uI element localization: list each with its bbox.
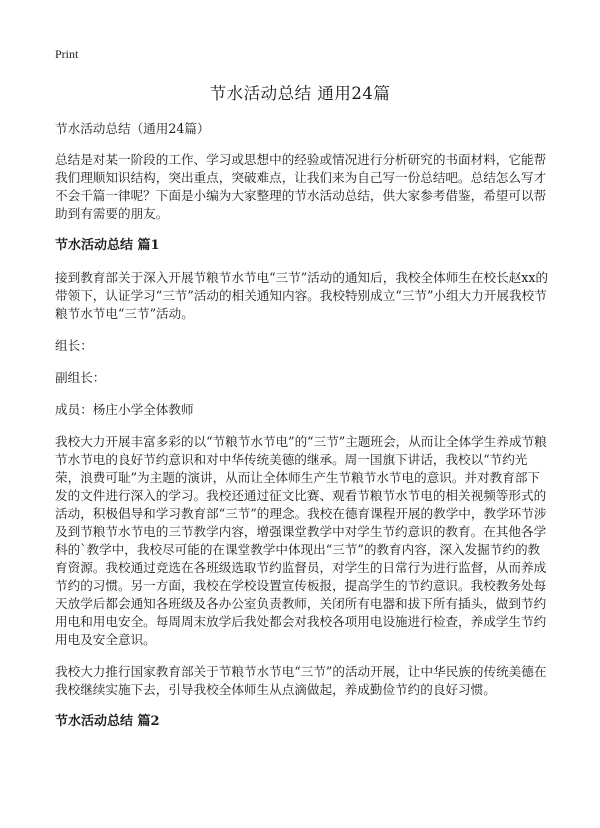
body-paragraph: 我校大力推行国家教育部关于节粮节水节电“三节”的活动开展，让中华民族的传统美德在我校继续实施下去，引导我校全体师生从点滴做起，养成勤俭节约的良好习惯。 <box>55 664 547 697</box>
document-title: 节水活动总结 通用24篇 <box>209 84 391 103</box>
body-paragraph: 接到教育部关于深入开展节粮节水节电“三节”活动的通知后，我校全体师生在校长赵xx的带领下，认证学习“三节”活动的相关通知内容。我校特别成立“三节”小组大力开展我校节粮节水节电“三节”活动。 <box>55 270 549 321</box>
role-line-members: 成员：杨庄小学全体教师 <box>55 402 194 417</box>
body-paragraph: 我校大力开展丰富多彩的以“节粮节水节电”的“三节”主题班会，从而让全体学生养成节粮节水节电的良好节约意识和对中华传统美德的继承。周一国旗下讲话，我校以“节约光荣，浪费可耻”为主题的演讲，从而让全体师生产生节粮节水节电的意识。并对教育部下发的文件进行深入的学习。我校还通过征文比赛、观看节粮节水节电的相关视频等形式的活动，积极倡导和学习教育部“三节”的理念。我校在德育课程开展的教学中，教学环节涉及到节粮节水节电的三节教学内容，增强课堂教学中对学生节约意识的教育。在其他各学科的`教学中，我校尽可能的在课堂教学中体现出“三节”的教育内容，深入发掘节约的教育资源。我校通过竞选在各班级选取节约监督员，对学生的日常行为进行监督，从而养成节约的习惯。另一方面，我校在学校设置宣传板报，提高学生的节约意识。我校教务处每天放学后都会通知各班级及各办公室负责教师，关闭所有电器和拔下所有插头，做到节约用电和用电安全。每周周末放学后我处都会对我校各项用电设施进行检查，养成学生节约用电及安全意识。 <box>55 434 547 647</box>
document-body <box>55 120 549 745</box>
section-heading: 节水活动总结 篇2 <box>55 714 160 729</box>
intro-paragraph: 总结是对某一阶段的工作、学习或思想中的经验或情况进行分析研究的书面材料，它能帮我们理顺知识结构，突出重点，突破难点，让我们来为自己写一份总结吧。总结怎么写才不会千篇一律呢？下面是小编为大家整理的节水活动总结，供大家参考借鉴，希望可以帮助到有需要的朋友。 <box>55 152 547 221</box>
document-subtitle: 节水活动总结（通用24篇） <box>55 121 210 136</box>
print-link[interactable]: Print <box>55 47 79 61</box>
role-line-leader: 组长： <box>55 338 93 353</box>
role-line-deputy: 副组长： <box>55 370 106 385</box>
section-heading: 节水活动总结 篇1 <box>55 238 160 253</box>
